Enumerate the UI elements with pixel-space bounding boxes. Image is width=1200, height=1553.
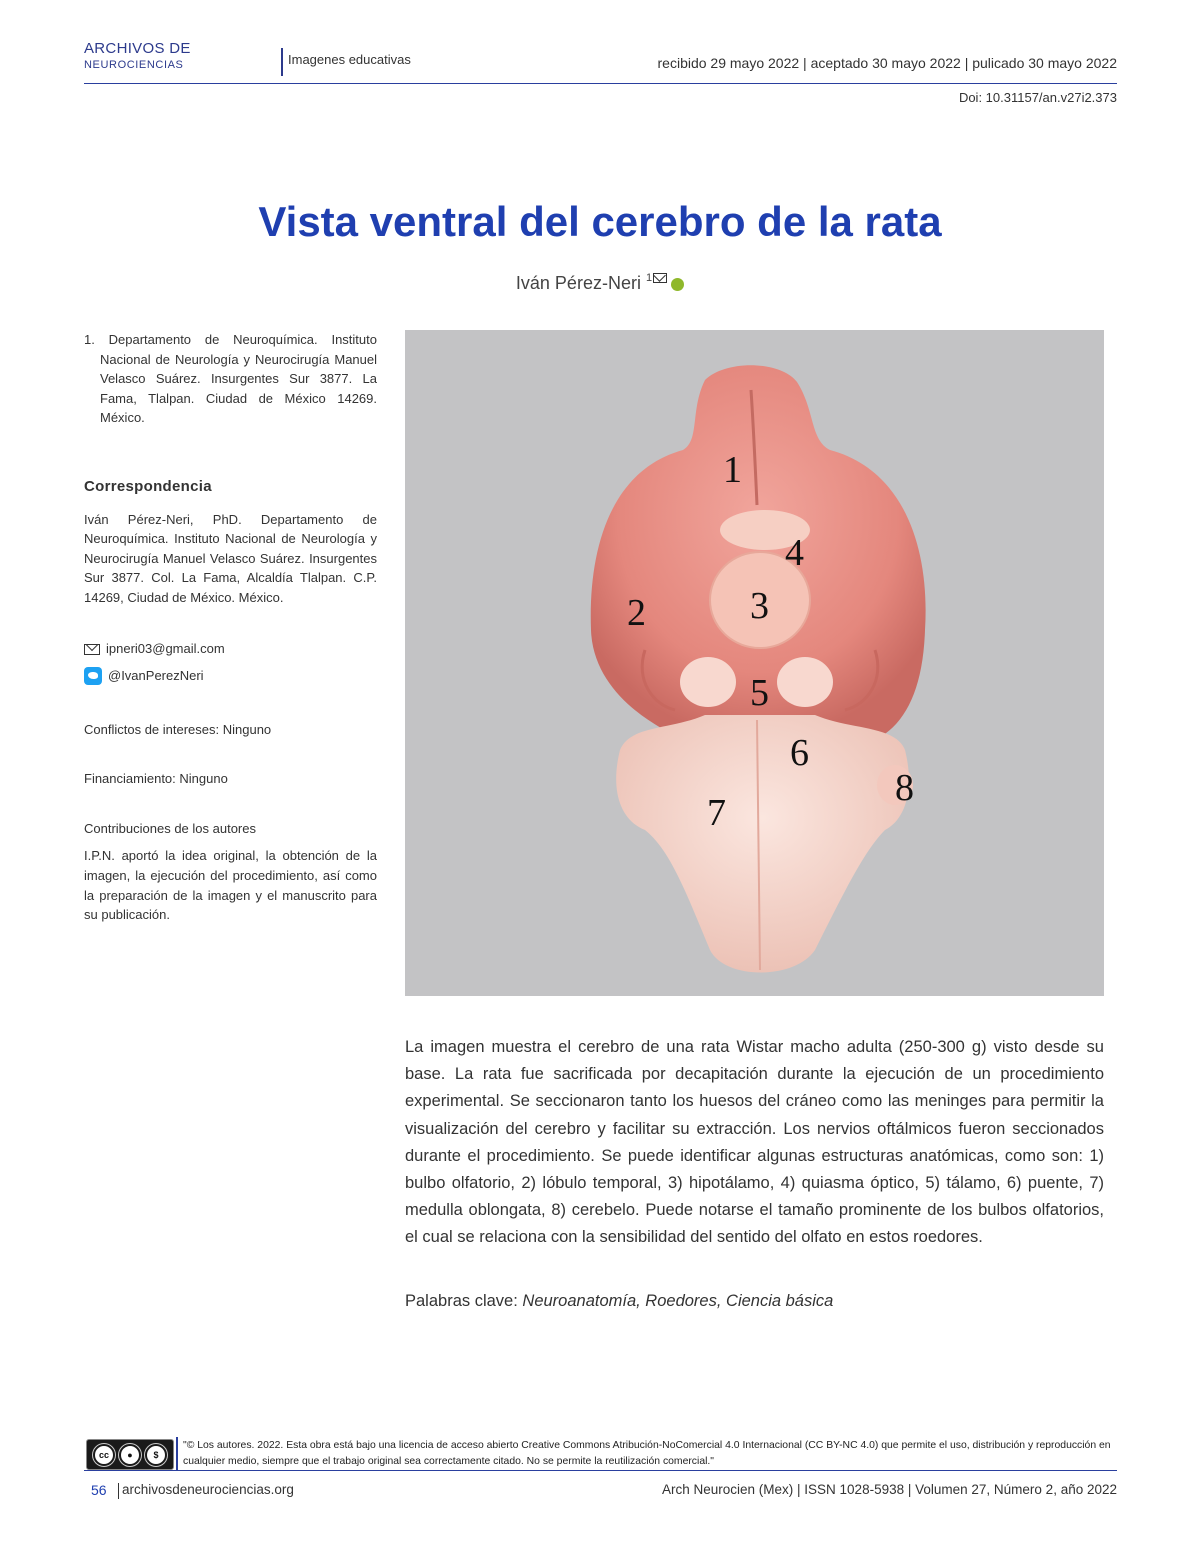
figure-label-1: 1 bbox=[723, 449, 742, 491]
figure-label-2: 2 bbox=[627, 592, 646, 634]
brain-illustration bbox=[405, 330, 1104, 996]
article-title: Vista ventral del cerebro de la rata bbox=[258, 198, 942, 245]
author-name: Iván Pérez-Neri bbox=[515, 273, 641, 293]
contact-block bbox=[84, 636, 377, 690]
contributions-heading: Contribuciones de los autores bbox=[84, 820, 256, 836]
mail-icon[interactable] bbox=[653, 273, 667, 283]
figure-label-5: 5 bbox=[750, 672, 769, 714]
section-label: Imagenes educativas bbox=[288, 52, 411, 67]
publication-dates: recibido 29 mayo 2022 | aceptado 30 mayo 2022 | pulicado 30 mayo 2022 bbox=[657, 55, 1117, 71]
attribution-icon: ● bbox=[119, 1444, 141, 1466]
noncommercial-icon: $ bbox=[145, 1444, 167, 1466]
brain-figure bbox=[405, 330, 1104, 996]
license-block bbox=[84, 1437, 1117, 1471]
envelope-icon bbox=[84, 644, 100, 655]
cc-icon: cc bbox=[93, 1444, 115, 1466]
author-line bbox=[0, 272, 1200, 294]
header-divider bbox=[281, 48, 283, 76]
correspondence-heading: Correspondencia bbox=[84, 477, 212, 495]
conflicts-statement: Conflictos de intereses: Ninguno bbox=[84, 721, 272, 737]
author-affiliation-number: 1 bbox=[645, 272, 653, 284]
twitter-icon bbox=[84, 667, 102, 685]
doi[interactable]: Doi: 10.31157/an.v27i2.373 bbox=[958, 90, 1117, 105]
figure-label-3: 3 bbox=[750, 585, 769, 627]
keywords-label: Palabras clave: bbox=[405, 1292, 518, 1310]
figure-label-4: 4 bbox=[785, 532, 804, 574]
license-text: "© Los autores. 2022. Esta obra está bajo una licencia de acceso abierto Creative Commons Atribución-NoComercial 4.0 Internacional (CC BY-NC 4.0) que permite el uso, distribución y reproducción en cualquier medio, siempre que el trabajo original sea correctamente citado. No se permite la reutilización comercial." bbox=[183, 1440, 1111, 1467]
orcid-icon[interactable] bbox=[671, 278, 684, 291]
correspondence-body: Iván Pérez-Neri, PhD. Departamento de Neuroquímica. Instituto Nacional de Neurología y Neurocirugía Manuel Velasco Suárez. Insurgentes Sur 3877. Col. La Fama, Alcaldía Tlalpan. C.P. 14269, Ciudad de México. México. bbox=[84, 511, 377, 605]
keywords bbox=[405, 1292, 1104, 1311]
email-row[interactable] bbox=[84, 636, 377, 663]
cc-by-nc-badge[interactable] bbox=[86, 1439, 174, 1470]
logo-bottom-text: NEUROCIENCIAS bbox=[84, 59, 184, 71]
figure-label-6: 6 bbox=[790, 732, 809, 774]
brain-shape bbox=[591, 365, 926, 972]
website-link[interactable]: archivosdeneurociencias.org bbox=[122, 1482, 294, 1497]
twitter-handle[interactable]: @IvanPerezNeri bbox=[108, 668, 204, 684]
logo-top-text: ARCHIVOS DE bbox=[84, 40, 191, 57]
twitter-row[interactable] bbox=[84, 663, 377, 690]
figure-description: La imagen muestra el cerebro de una rata Wistar macho adulta (250-300 g) visto desde su base. La rata fue sacrificada por decapitación durante la ejecución de un procedimiento experimental. Se seccionaron tanto los huesos del cráneo como las meninges para permitir la visualización del cerebro y facilitar su extracción. Los nervios oftálmicos fueron seccionados durante el procedimiento. Se puede identificar algunas estructuras anatómicas, como son: 1) bulbo olfatorio, 2) lóbulo temporal, 3) hipotálamo, 4) quiasma óptico, 5) tálamo, 6) puente, 7) medulla oblongata, 8) cerebelo. Puede notarse el tamaño prominente de los bulbos olfatorios, el cual se relaciona con la sensibilidad del sentido del olfato en estos roedores. bbox=[405, 1038, 1104, 1247]
affiliation: 1. Departamento de Neuroquímica. Instituto Nacional de Neurología y Neurocirugía Manuel Velasco Suárez. Insurgentes Sur 3877. La Fama, Tlalpan. Ciudad de México 14269. México. bbox=[84, 332, 377, 426]
page-number: 56 bbox=[91, 1482, 107, 1498]
journal-logo bbox=[84, 40, 192, 72]
figure-label-8: 8 bbox=[895, 767, 914, 809]
figure-label-7: 7 bbox=[707, 792, 726, 834]
sidebar bbox=[84, 330, 377, 925]
email-link[interactable]: ipneri03@gmail.com bbox=[106, 641, 225, 657]
keywords-list: Neuroanatomía, Roedores, Ciencia básica bbox=[522, 1292, 834, 1310]
contributions-body: I.P.N. aportó la idea original, la obtención de la imagen, la ejecución del procedimiento, así como la preparación de la imagen y el manuscrito para su publicación. bbox=[84, 848, 377, 923]
funding-statement: Financiamiento: Ninguno bbox=[84, 771, 228, 787]
journal-citation: Arch Neurocien (Mex) | ISSN 1028-5938 | Volumen 27, Número 2, año 2022 bbox=[661, 1482, 1117, 1497]
page-footer bbox=[84, 1479, 1117, 1503]
page-header bbox=[84, 40, 1117, 84]
license-divider bbox=[176, 1437, 178, 1470]
